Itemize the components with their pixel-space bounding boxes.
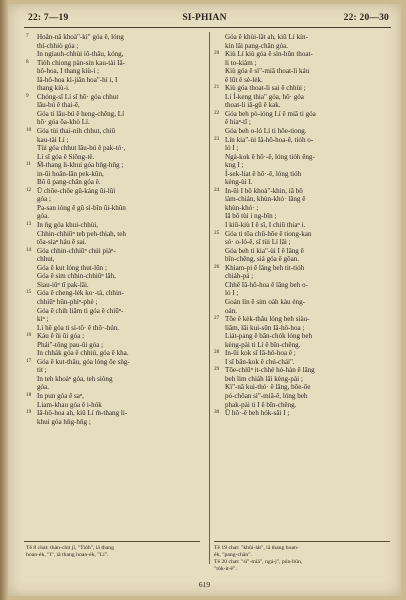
verse-text: ló I ; (225, 289, 239, 298)
verse-line (214, 409, 392, 418)
header-right-reference: 22: 20—30 (343, 13, 389, 23)
verse-text: chhut, (37, 255, 55, 264)
verse-line (214, 212, 392, 221)
verse-text: Ngá-kok ê hō·-ê, lóng tióh êng- (225, 152, 315, 161)
verse-text: Góa beh pò-ióng Lí ê miâ ti góa (225, 109, 316, 118)
verse-text: In-ūi kok sī Iâ-hô-hoa ê ; (225, 349, 296, 358)
verse-text: thang kiù-i. (37, 84, 70, 93)
verse-text: góa. (37, 212, 50, 221)
verse-text: chhiūⁿ hûn-phìⁿ-phè ; (37, 297, 98, 306)
verse-line (214, 349, 392, 358)
footnote-line: ėk, "pang-chān". (214, 552, 252, 558)
verse-line (214, 161, 392, 170)
verse-number: 14 (26, 246, 32, 253)
left-text-column (26, 33, 206, 426)
verse-text: phak-pài ti I ê bīn-chêng. (225, 400, 297, 409)
verse-line (214, 238, 392, 247)
verse-line (26, 332, 206, 341)
verse-line (214, 170, 392, 179)
verse-line (26, 84, 206, 93)
verse-line (26, 187, 206, 196)
verse-line (214, 204, 392, 213)
footnote-line: Tē 19 chat: "khùi-lát", iā thang hoan- (214, 545, 299, 551)
verse-line (214, 298, 392, 307)
verse-line (26, 110, 206, 119)
footnote-right (214, 545, 392, 573)
verse-line (214, 59, 392, 68)
verse-text: I sī bān-kok ê chú-chái". (225, 357, 295, 366)
verse-number: 25 (214, 229, 220, 236)
verse-text: Góa ê kut lóng thut-lûn ; (37, 263, 107, 272)
verse-line (26, 418, 206, 427)
verse-text: chiáh-pá ; (225, 272, 254, 281)
verse-text: Kì"-nā kui-thó· ê lâng, bōe-ōe (225, 383, 311, 392)
verse-text: Góa ti lāu-bú ê heng-chêng, Lí (37, 109, 125, 118)
verse-line (26, 42, 206, 51)
verse-line (26, 298, 206, 307)
verse-text: Ū chōe-chōe gû-káng ûi-lûi (37, 186, 116, 195)
verse-text: beh lim chiáh lâi kèng-pài ; (225, 374, 303, 383)
verse-text: Iâ-hô-hoa kì-jiân hoa"-hí i, I (37, 75, 118, 84)
verse-line (214, 33, 392, 42)
verse-line (214, 118, 392, 127)
verse-line (214, 153, 392, 162)
verse-text: ê hiaⁿ-tī ; (225, 118, 251, 127)
verse-line (214, 195, 392, 204)
verse-text: In ngiauh-chhùi iô-thâu, kóng, (37, 50, 124, 59)
verse-line (214, 401, 392, 410)
verse-text: Chhē Iâ-hô-hoa ê lâng beh o- (225, 280, 308, 289)
verse-text: Iâ-hô-hoa ah, kiû Lí m̄-thang li- (37, 409, 128, 418)
verse-line (26, 59, 206, 68)
verse-text: Góa chhin-chhiūⁿ chúi piàⁿ- (37, 246, 116, 255)
verse-line (26, 247, 206, 256)
verse-text: Í-sek-liat ê hō·-ê, lóng tióh (225, 169, 302, 178)
verse-text: In n̄g góa khui-chhùi, (37, 221, 99, 230)
verse-text: kau-tài Lí ; (37, 135, 69, 144)
verse-text: Chóng-sī Lí sī hō· góa chhut (37, 92, 119, 101)
verse-text: hō· góa ōa-khò Lí. (37, 118, 90, 127)
verse-text: In chhák góa ê chhiú, góa ê kha. (37, 349, 129, 358)
verse-text: khùn-khó· ; (225, 203, 259, 212)
verse-number: 21 (214, 84, 220, 91)
verse-text: Góa ê khùi-lât ah, kiû Lí kín- (225, 33, 308, 41)
verse-line (26, 204, 206, 213)
verse-text: kín lâi pang-chān góa. (225, 41, 289, 50)
footnote-line: "tók-it-ê". (214, 566, 237, 572)
verse-line (26, 349, 206, 358)
verse-text: Kiù Lí kiù góa ê sìn-hûn thoat- (225, 50, 313, 59)
verse-number: 7 (26, 33, 29, 39)
verse-text: Góa beh o-ló Lí ti hōe-tiong. (225, 127, 307, 136)
verse-text: Kiù góa thoat-li sai ê chhùi ; (225, 84, 306, 93)
verse-text: Phái"-tông pau-ûi góa ; (37, 340, 104, 349)
verse-text: Liam-khau góa ê i-hók (37, 400, 102, 409)
verse-line (26, 93, 206, 102)
verse-line (26, 307, 206, 316)
verse-text: Tōe-chiūⁿ it-chhè hó-hàn ê lâng (225, 366, 315, 375)
verse-line (26, 230, 206, 239)
verse-line (214, 324, 392, 333)
verse-line (26, 272, 206, 281)
verse-text: Góa tùi thai-nih chhut, chiū (37, 127, 116, 136)
verse-line (214, 264, 392, 273)
verse-line (26, 383, 206, 392)
footnote-rule-right (214, 541, 390, 542)
verse-text: Góa ê sim chhin-chhiūⁿ lâh, (37, 272, 116, 281)
verse-text: iàm-chián, khùn-khó· lâng ê (225, 195, 306, 204)
verse-text: Siau-iûⁿ tī pak-lāi. (37, 280, 89, 289)
verse-number: 18 (26, 391, 32, 398)
verse-line (26, 127, 206, 136)
verse-line (26, 238, 206, 247)
verse-line (26, 178, 206, 187)
verse-line (214, 392, 392, 401)
verse-text: Kiù góa ê sì"-miā thoat-li káu (225, 67, 310, 76)
verse-text: góa. (37, 383, 50, 392)
verse-line (26, 392, 206, 401)
header-book-title: SI-PHIAN (182, 13, 227, 23)
verse-line (26, 195, 206, 204)
verse-line (214, 187, 392, 196)
verse-number: 11 (26, 161, 31, 168)
verse-number: 9 (26, 92, 29, 99)
footnote-rule-left (24, 541, 200, 542)
verse-line (26, 409, 206, 418)
verse-number: 8 (26, 58, 29, 65)
verse-line (26, 50, 206, 59)
footnote-line: Tē 8 chat: thàn-chit jī, "Tióh", iā thang (26, 545, 114, 551)
verse-line (214, 281, 392, 290)
verse-text: Khiam-pi ê lâng beh tit-tióh (225, 263, 305, 272)
verse-line (26, 264, 206, 273)
book-gutter (0, 0, 8, 600)
verse-line (26, 358, 206, 367)
verse-text: khui góa hn̄g-hn̄g ; (37, 417, 91, 426)
verse-line (26, 170, 206, 179)
verse-number: 17 (26, 357, 32, 364)
verse-text: Lí Í-keng thia" góa, hō· góa (225, 92, 304, 101)
verse-number: 13 (26, 221, 32, 228)
verse-line (214, 375, 392, 384)
verse-line (26, 76, 206, 85)
verse-text: Pa-san ióng ê gû sì-bîn ûi-khûn (37, 203, 126, 212)
verse-text: Góa ti tōa chū-hōe ê tiong-kan (225, 229, 312, 238)
verse-line (26, 401, 206, 410)
verse-text: bīn-chêng, siá góa ê gōan. (225, 255, 300, 264)
verse-number: 16 (26, 332, 32, 339)
verse-text: Góa ê cheng-lėk ko·-tá, chhin- (37, 289, 124, 298)
verse-number: 12 (26, 186, 32, 193)
verse-text: in-ūi hoân-lân pek-kūn, (37, 169, 104, 178)
verse-text: Káu ê ûi ûi góa ; (37, 332, 85, 341)
verse-text: Góa ê chih liâm ti góa ê chiūⁿ- (37, 306, 124, 315)
verse-line (26, 144, 206, 153)
verse-line (26, 281, 206, 290)
verse-line (26, 67, 206, 76)
verse-line (26, 375, 206, 384)
verse-line (214, 50, 392, 59)
verse-text: oán. (225, 306, 238, 315)
verse-line (214, 42, 392, 51)
scanned-page (8, 4, 401, 596)
verse-line (214, 230, 392, 239)
header-rule (24, 27, 391, 28)
verse-text: kng I ; (225, 161, 244, 170)
verse-text: Chhin-chhiūⁿ teh peh-thiah, teh (37, 229, 126, 238)
verse-line (26, 221, 206, 230)
verse-number: 29 (214, 366, 220, 373)
verse-line (26, 153, 206, 162)
verse-line (214, 341, 392, 350)
verse-number: 19 (26, 409, 32, 416)
verse-text: I kiû-kiù I ê sî, I chiū thiaⁿ i. (225, 221, 306, 230)
verse-text: M̄-thang li-khui góa hn̄g-hn̄g ; (37, 161, 124, 170)
verse-text: Goán lín ê sim oàh kàu éng- (225, 297, 305, 306)
verse-line (214, 272, 392, 281)
footnote-line: Tē 20 chat: "sì"-miā", ngá-j", pún-būn, (214, 559, 303, 565)
verse-line (26, 315, 206, 324)
verse-text: ló I ; (225, 144, 239, 153)
verse-line (26, 101, 206, 110)
verse-text: góa ; (37, 195, 51, 204)
verse-text: kìⁿ ; (37, 315, 49, 324)
verse-line (214, 101, 392, 110)
verse-number: 30 (214, 409, 220, 416)
verse-number: 23 (214, 135, 220, 142)
verse-number: 22 (214, 109, 220, 116)
verse-text: In pun góa ê saⁿ, (37, 391, 84, 400)
verse-line (26, 255, 206, 264)
verse-text: Góa beh ti kia"-ùi I ê lâng ê (225, 246, 304, 255)
verse-text: thí-chhiò góa ; (37, 41, 79, 50)
footnote-line: hoan-ėk, "I", iā thang hoan-ėk, "Lí". (26, 552, 109, 558)
verse-line (214, 289, 392, 298)
verse-text: Tùi góa chhut lāu-bú ê pak-tó·, (37, 144, 126, 153)
verse-text: Ū hō·-ê beh hók-sāi I ; (225, 409, 290, 418)
verse-line (26, 118, 206, 127)
verse-line (214, 84, 392, 93)
verse-text: Lín kia"-ùi Iâ-hô-hoa-ê, tióh o- (225, 135, 314, 144)
column-divider (209, 32, 210, 564)
page-number: 619 (198, 580, 211, 589)
verse-number: 28 (214, 349, 220, 356)
verse-line (214, 110, 392, 119)
verse-text: li to-kiàm ; (225, 58, 257, 67)
verse-line (214, 221, 392, 230)
verse-line (214, 93, 392, 102)
verse-text: tit ; (37, 366, 47, 375)
verse-line (214, 307, 392, 316)
verse-text: Iā bô tùi i ng-bīn ; (225, 212, 277, 221)
verse-number: 24 (214, 186, 220, 193)
verse-line (214, 358, 392, 367)
verse-text: Bô ū pang-chān góa ê. (37, 178, 101, 187)
right-text-column (214, 33, 392, 418)
verse-line (214, 136, 392, 145)
verse-line (214, 366, 392, 375)
verse-line (214, 67, 392, 76)
verse-number: 15 (26, 289, 32, 296)
verse-line (214, 127, 392, 136)
verse-text: tōa-siaⁿ háu ê sai. (37, 238, 87, 247)
verse-text: Góa ê kut-thâu, góa lóng ōe sǹg- (37, 357, 130, 366)
verse-line (214, 383, 392, 392)
verse-line (26, 324, 206, 333)
verse-number: 20 (214, 50, 220, 57)
verse-line (214, 144, 392, 153)
verse-line (214, 315, 392, 324)
verse-text: Lí hē góa ti sí-tō· ê thô·-hún. (37, 323, 120, 332)
verse-line (26, 289, 206, 298)
verse-text: kèng-ùi I. (225, 178, 253, 187)
verse-number: 27 (214, 315, 220, 322)
verse-text: ê lūt ê sè-lėk. (225, 75, 263, 84)
verse-line (26, 341, 206, 350)
verse-line (214, 247, 392, 256)
verse-line (214, 178, 392, 187)
verse-line (214, 255, 392, 264)
verse-line (214, 76, 392, 85)
verse-number: 10 (26, 127, 32, 134)
verse-line (26, 33, 206, 42)
verse-line (26, 161, 206, 170)
verse-text: só· o-ló-ê, sī tùi Lí lâi ; (225, 238, 291, 247)
verse-text: hô-hoa, I thang kiù-i ; (37, 67, 100, 76)
verse-text: liām, lâi kui-sûn Iâ-hô-hoa ; (225, 323, 305, 332)
verse-text: Liát-pang ê bān-chók lóng beh (225, 332, 313, 341)
verse-text: thoat-li iā-gû ê kak. (225, 101, 281, 110)
verse-line (26, 366, 206, 375)
verse-text: Tōe ê kėk-thâu lóng beh siàu- (225, 315, 310, 324)
verse-line (26, 136, 206, 145)
verse-number: 26 (214, 263, 220, 270)
verse-line (214, 332, 392, 341)
verse-text: kèng-pài ti Lí ê bīn-chêng. (225, 340, 301, 349)
verse-text: pó-chôan sì"-miā-ê, lóng beh (225, 391, 308, 400)
header-left-reference: 22: 7—19 (28, 13, 69, 23)
verse-text: Hoân-nā khoà"-kì" góa ê, lóng (37, 33, 124, 41)
verse-line (26, 212, 206, 221)
verse-text: Lí sī góa ê Siōng-tè. (37, 152, 95, 161)
verse-text: lāu-bú ê thai-ē, (37, 101, 80, 110)
verse-text: Tiòh chiong pàn-sin kau-tài Iâ- (37, 58, 125, 67)
footnote-left (26, 545, 206, 559)
verse-text: In teh khoàⁿ góa, teh siòng (37, 374, 113, 383)
verse-text: In-ūi I bô khoà"-khin, iā bô (225, 186, 303, 195)
